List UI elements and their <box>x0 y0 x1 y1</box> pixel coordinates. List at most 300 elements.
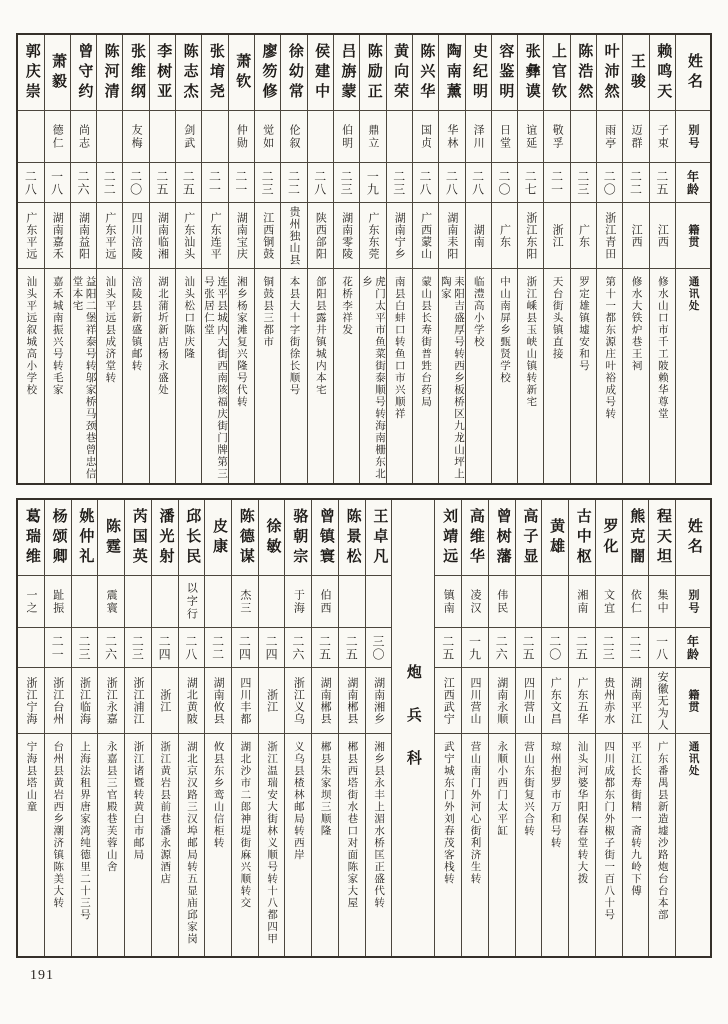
age-cell <box>366 628 392 668</box>
address-cell <box>150 269 175 483</box>
alias-cell-text: 子束 <box>656 123 669 150</box>
origin-cell <box>387 203 412 269</box>
age-cell-text: 二四 <box>237 634 252 661</box>
header-alias <box>676 576 710 628</box>
address-cell-text: 中山南屏乡甄贤学校 <box>499 276 511 384</box>
age-cell <box>179 628 205 668</box>
name-cell <box>125 500 151 576</box>
origin-cell-text: 湖南湘乡 <box>372 676 385 725</box>
age-cell <box>308 163 333 203</box>
name-cell <box>98 500 124 576</box>
name-cell <box>334 35 359 111</box>
age-cell <box>387 163 412 203</box>
alias-cell-text: 剑武 <box>182 123 195 150</box>
address-cell-text: 郴县西塔街水巷口对面陈家大屋 <box>346 741 358 909</box>
alias-cell <box>571 111 596 163</box>
alias-cell-text: 敬孚 <box>551 123 564 150</box>
address-cell <box>650 269 675 483</box>
name-cell <box>597 35 622 111</box>
address-cell-text: 台州县黄岩西乡潮济镇陈美大转 <box>52 741 64 909</box>
origin-cell <box>312 668 338 734</box>
age-cell <box>45 163 70 203</box>
age-cell <box>542 628 568 668</box>
age-cell-text: 二一 <box>549 169 564 196</box>
address-cell-text: 汕头平远县成济堂转 <box>104 276 116 384</box>
origin-cell <box>202 203 227 269</box>
age-cell <box>462 628 488 668</box>
origin-cell-text: 广东五华 <box>575 676 588 725</box>
age-cell <box>97 163 122 203</box>
address-cell-text: 浙江黄岩县前巷潘永源酒店 <box>159 741 171 885</box>
name-cell <box>312 500 338 576</box>
age-cell <box>123 163 148 203</box>
origin-cell <box>334 203 359 269</box>
name-cell <box>462 500 488 576</box>
origin-cell-text: 广东平远 <box>103 211 116 260</box>
address-cell <box>542 734 568 956</box>
origin-cell <box>123 203 148 269</box>
header-label: 姓名 <box>685 52 702 93</box>
age-cell-text: 二三 <box>575 169 590 196</box>
age-cell <box>516 628 542 668</box>
age-cell-text: 二五 <box>520 634 535 661</box>
name-cell-text: 李树亚 <box>155 42 172 103</box>
origin-cell-text: 浙江临海 <box>78 676 91 725</box>
header-name <box>676 500 710 576</box>
age-cell <box>18 163 43 203</box>
address-cell-text: 修水山口市千工陂赖华尊堂 <box>656 276 668 420</box>
name-cell-text: 邱长民 <box>184 507 201 568</box>
age-cell <box>439 163 464 203</box>
origin-cell <box>176 203 201 269</box>
address-cell-text: 郃阳县露井镇城内本宅 <box>314 276 326 396</box>
address-cell-text: 琼州抱罗市万和号转 <box>549 741 561 849</box>
origin-cell-text: 四川丰都 <box>238 676 251 725</box>
age-cell-text: 二一 <box>233 169 248 196</box>
alias-cell <box>360 111 385 163</box>
origin-cell-text: 湖南平江 <box>629 676 642 725</box>
address-cell <box>308 269 333 483</box>
alias-cell <box>45 111 70 163</box>
age-cell <box>18 628 44 668</box>
alias-cell-text: 文宜 <box>602 588 615 615</box>
address-cell-text: 罗定雄镇墟安和号 <box>577 276 589 372</box>
entry-column <box>517 35 543 483</box>
origin-cell-text: 浙江浦江 <box>131 676 144 725</box>
entry-column <box>412 35 438 483</box>
address-cell-text: 广东番禺县新造墟沙路炮台台本部 <box>656 741 668 921</box>
address-cell-text: 天台街头镇直接 <box>551 276 563 360</box>
name-cell-text: 张堉尧 <box>207 42 224 103</box>
alias-cell <box>45 576 71 628</box>
origin-cell-text: 湖南耒阳 <box>445 211 458 260</box>
origin-cell-text: 浙江青田 <box>603 211 616 260</box>
name-cell <box>596 500 622 576</box>
alias-cell <box>492 111 517 163</box>
name-cell-text: 曾树藩 <box>494 507 511 568</box>
alias-cell <box>623 576 649 628</box>
age-cell <box>339 628 365 668</box>
address-cell <box>439 269 464 483</box>
address-cell <box>259 734 285 956</box>
entry-column <box>201 35 227 483</box>
origin-cell <box>229 203 254 269</box>
address-cell-text: 湘乡杨家滩复兴隆号代转 <box>235 276 247 408</box>
entry-column <box>596 35 622 483</box>
address-cell <box>229 269 254 483</box>
alias-cell <box>435 576 461 628</box>
address-cell <box>255 269 280 483</box>
origin-cell <box>308 203 333 269</box>
alias-cell <box>259 576 285 628</box>
name-cell-text: 赖鸣天 <box>655 42 672 103</box>
name-cell-text: 侯建中 <box>313 42 330 103</box>
entry-column <box>18 500 44 956</box>
entry-column <box>434 500 461 956</box>
name-cell-text: 上官钦 <box>549 42 566 103</box>
entry-column <box>70 35 96 483</box>
alias-cell-text: 震寰 <box>105 588 118 615</box>
alias-cell <box>18 111 43 163</box>
entry-column <box>491 35 517 483</box>
alias-cell-text: 镇南 <box>442 588 455 615</box>
age-cell <box>285 628 311 668</box>
name-cell-text: 王卓凡 <box>371 507 388 568</box>
address-cell <box>312 734 338 956</box>
age-cell-text: 二六 <box>103 634 118 661</box>
entry-column <box>149 35 175 483</box>
alias-cell <box>123 111 148 163</box>
name-cell <box>544 35 569 111</box>
entry-column <box>151 500 178 956</box>
address-cell <box>571 269 596 483</box>
origin-cell <box>18 668 44 734</box>
entry-column <box>333 35 359 483</box>
header-label: 别号 <box>687 588 699 615</box>
address-cell <box>649 734 675 956</box>
alias-cell <box>516 576 542 628</box>
address-cell-text: 攸县东乡鸾山信柜转 <box>212 741 224 849</box>
alias-cell <box>205 576 231 628</box>
alias-cell <box>542 576 568 628</box>
name-cell <box>45 35 70 111</box>
origin-cell-text: 陕西郃阳 <box>314 211 327 260</box>
directory-table-top <box>16 33 712 485</box>
entry-column <box>97 500 124 956</box>
name-cell <box>439 35 464 111</box>
name-cell-text: 杨颂卿 <box>50 507 67 568</box>
name-cell-text: 陈浩然 <box>576 42 593 103</box>
name-cell <box>229 35 254 111</box>
name-cell-text: 熊克闇 <box>628 507 645 568</box>
alias-cell <box>255 111 280 163</box>
alias-cell <box>518 111 543 163</box>
address-cell <box>516 734 542 956</box>
name-cell-text: 黄向荣 <box>392 42 409 103</box>
age-cell-text: 二一 <box>50 634 65 661</box>
name-cell-text: 徐幼常 <box>286 42 303 103</box>
address-cell-text: 营山南门外河心街利济生转 <box>469 741 481 885</box>
alias-cell-text: 湘南 <box>575 588 588 615</box>
entry-column <box>175 35 201 483</box>
name-cell <box>489 500 515 576</box>
origin-cell <box>232 668 258 734</box>
alias-cell-text: 德仁 <box>51 123 64 150</box>
address-cell-text: 浙江诸暨转黄白市邮局 <box>132 741 144 861</box>
origin-cell <box>98 668 124 734</box>
origin-cell-text: 湖南宁乡 <box>393 211 406 260</box>
age-cell <box>150 163 175 203</box>
address-cell <box>334 269 359 483</box>
alias-cell-text: 趾振 <box>51 588 64 615</box>
entry-column <box>254 35 280 483</box>
name-cell <box>123 35 148 111</box>
origin-cell <box>596 668 622 734</box>
alias-cell <box>439 111 464 163</box>
name-cell <box>202 35 227 111</box>
address-cell-text: 永顺小西门太平缸 <box>496 741 508 837</box>
entry-column <box>648 500 675 956</box>
address-cell-text: 蒙山县长寿街普甡台药局 <box>420 276 432 408</box>
name-cell-text: 刘靖远 <box>441 507 458 568</box>
age-cell-text: 二五 <box>154 169 169 196</box>
header-age <box>676 628 710 668</box>
name-cell-text: 程天坦 <box>655 507 671 568</box>
address-cell-text: 汕头河婆华阳保春堂转大拨 <box>576 741 588 885</box>
age-cell <box>72 628 98 668</box>
origin-cell <box>544 203 569 269</box>
address-cell <box>518 269 543 483</box>
name-cell-text: 陈德谋 <box>237 507 254 568</box>
alias-cell-text: 觉如 <box>261 123 274 150</box>
address-cell <box>18 734 44 956</box>
header-name <box>676 35 710 111</box>
name-cell-text: 芮国英 <box>130 507 147 568</box>
age-cell <box>334 163 359 203</box>
address-cell-text: 浙江温瑞安大街林义顺号转十八都四甲 <box>266 741 278 945</box>
age-cell <box>650 163 675 203</box>
address-cell-text: 湖北京汉路三汉埠邮局转五显庙邱家岗 <box>185 741 197 945</box>
name-cell-text: 古中枢 <box>574 507 591 568</box>
entry-column <box>18 35 43 483</box>
origin-cell <box>71 203 96 269</box>
address-cell <box>18 269 43 483</box>
address-cell-text: 临澧高小学校 <box>472 276 484 348</box>
header-label: 年龄 <box>685 634 700 661</box>
age-cell <box>232 628 258 668</box>
entry-column <box>570 35 596 483</box>
origin-cell-text: 四川涪陵 <box>130 211 143 260</box>
name-cell-text: 叶沛然 <box>602 42 619 103</box>
entry-column <box>622 500 649 956</box>
origin-cell-text: 广西蒙山 <box>419 211 432 260</box>
origin-cell <box>18 203 43 269</box>
name-cell-text: 陈励正 <box>365 42 382 103</box>
name-cell-text: 潘光射 <box>157 507 174 568</box>
header-alias <box>676 111 710 163</box>
origin-cell-text: 四川营山 <box>522 676 535 725</box>
age-cell-text: 二八 <box>23 169 38 196</box>
origin-cell-text: 广东 <box>577 223 590 248</box>
alias-cell <box>544 111 569 163</box>
age-cell <box>255 163 280 203</box>
name-cell <box>649 500 675 576</box>
address-cell-text: 连平县城内大街西南陔福庆街门牌第三号张居仁堂 <box>203 276 228 480</box>
age-cell-text: 二二 <box>210 634 225 661</box>
address-cell-text: 南县白蚌口转鱼口市兴顺祥 <box>393 276 405 420</box>
address-cell <box>462 734 488 956</box>
address-cell <box>176 269 201 483</box>
age-cell-text: 二三 <box>391 169 406 196</box>
entry-column <box>515 500 542 956</box>
age-cell <box>435 628 461 668</box>
origin-cell <box>45 668 71 734</box>
entry-column <box>338 500 365 956</box>
name-cell <box>360 35 385 111</box>
address-cell-text: 虎门太平市鱼菜街泰顺号转海南栅东北乡 <box>360 276 386 480</box>
entry-column <box>124 500 151 956</box>
alias-cell-text: 华林 <box>445 123 458 150</box>
name-cell <box>45 500 71 576</box>
entry-column <box>568 500 595 956</box>
name-cell <box>466 35 491 111</box>
address-cell <box>339 734 365 956</box>
age-cell-text: 一九 <box>467 634 482 661</box>
origin-cell-text: 贵州赤水 <box>602 676 615 725</box>
address-cell <box>281 269 306 483</box>
address-cell-text: 浙江嵊县玉峡山镇转新宅 <box>525 276 537 408</box>
entry-column <box>71 500 98 956</box>
address-cell-text: 第十一都东源庄叶裕成号转 <box>604 276 616 420</box>
origin-cell-text: 江西 <box>656 223 669 248</box>
address-cell-text: 湖北沙市二郎神堤街麻兴顺转交 <box>239 741 251 909</box>
alias-cell <box>229 111 254 163</box>
alias-cell <box>466 111 491 163</box>
age-cell <box>125 628 151 668</box>
entry-column <box>622 35 648 483</box>
origin-cell <box>569 668 595 734</box>
header-age <box>676 163 710 203</box>
name-cell <box>623 500 649 576</box>
origin-cell <box>366 668 392 734</box>
name-cell <box>205 500 231 576</box>
age-cell-text: 二六 <box>290 634 305 661</box>
entry-column <box>280 35 306 483</box>
name-cell <box>255 35 280 111</box>
origin-cell-text: 湖南永顺 <box>495 676 508 725</box>
entry-column <box>284 500 311 956</box>
age-cell <box>98 628 124 668</box>
header-origin <box>676 668 710 734</box>
alias-cell <box>71 111 96 163</box>
header-address <box>676 734 710 956</box>
entry-column <box>311 500 338 956</box>
name-cell-text: 陶南薰 <box>444 42 461 103</box>
address-cell-text: 宁海县塔山童 <box>25 741 37 813</box>
age-cell-text: 二二 <box>102 169 117 196</box>
address-cell-text: 郴县朱家坝三顺隆 <box>319 741 331 837</box>
age-cell-text: 二八 <box>183 634 198 661</box>
age-cell-text: 二〇 <box>128 169 143 196</box>
age-cell <box>596 628 622 668</box>
entry-column <box>178 500 205 956</box>
age-cell <box>229 163 254 203</box>
address-cell-text: 营山东街复兴合转 <box>523 741 535 837</box>
origin-cell-text: 湖南零陵 <box>340 211 353 260</box>
age-cell-text: 二七 <box>523 169 538 196</box>
alias-cell <box>152 576 178 628</box>
alias-cell-text: 伯明 <box>340 123 353 150</box>
entry-column <box>231 500 258 956</box>
address-cell-text: 永嘉县三官殿巷芙蓉山舍 <box>105 741 117 873</box>
name-cell <box>413 35 438 111</box>
address-cell <box>569 734 595 956</box>
address-cell <box>544 269 569 483</box>
age-cell-text: 二八 <box>312 169 327 196</box>
alias-cell-text: 伟民 <box>495 588 508 615</box>
alias-cell-text: 迈群 <box>630 123 643 150</box>
address-cell <box>179 734 205 956</box>
address-cell <box>152 734 178 956</box>
origin-cell <box>597 203 622 269</box>
name-cell-text: 萧钦 <box>234 52 251 93</box>
age-cell-text: 二五 <box>317 634 332 661</box>
age-cell <box>597 163 622 203</box>
origin-cell-text: 湖南益阳 <box>77 211 90 260</box>
origin-cell-text: 江西 <box>630 223 643 248</box>
age-cell <box>71 163 96 203</box>
name-cell <box>281 35 306 111</box>
page-number: 191 <box>30 968 54 983</box>
name-cell-text: 姚仲礼 <box>77 507 94 568</box>
age-cell-text: 二四 <box>157 634 172 661</box>
alias-cell <box>596 576 622 628</box>
alias-cell <box>649 576 675 628</box>
origin-cell <box>516 668 542 734</box>
header-label: 年龄 <box>685 169 700 196</box>
name-cell <box>97 35 122 111</box>
section-column <box>391 500 434 956</box>
origin-cell <box>339 668 365 734</box>
origin-cell-text: 江西武宁 <box>442 676 455 725</box>
alias-cell-text: 友梅 <box>130 123 143 150</box>
age-cell-text: 二三 <box>260 169 275 196</box>
name-cell <box>492 35 517 111</box>
age-cell <box>623 628 649 668</box>
alias-cell <box>308 111 333 163</box>
address-cell-text: 四川成都东门外椒子街一百八十号 <box>603 741 615 921</box>
age-cell-text: 二五 <box>574 634 589 661</box>
origin-cell-text: 广东东莞 <box>366 211 379 260</box>
age-cell-text: 二八 <box>418 169 433 196</box>
entry-column <box>541 500 568 956</box>
entry-column <box>595 500 622 956</box>
name-cell <box>435 500 461 576</box>
alias-cell <box>125 576 151 628</box>
age-cell-text: 二三 <box>130 634 145 661</box>
entry-column <box>122 35 148 483</box>
name-cell-text: 黄雄 <box>548 517 565 558</box>
address-cell <box>232 734 258 956</box>
name-cell <box>72 500 98 576</box>
alias-cell <box>285 576 311 628</box>
address-cell <box>466 269 491 483</box>
section-label: 炮兵科 <box>404 663 421 793</box>
name-cell-text: 陈志杰 <box>181 42 198 103</box>
age-cell <box>569 628 595 668</box>
origin-cell <box>281 203 306 269</box>
origin-cell <box>150 203 175 269</box>
